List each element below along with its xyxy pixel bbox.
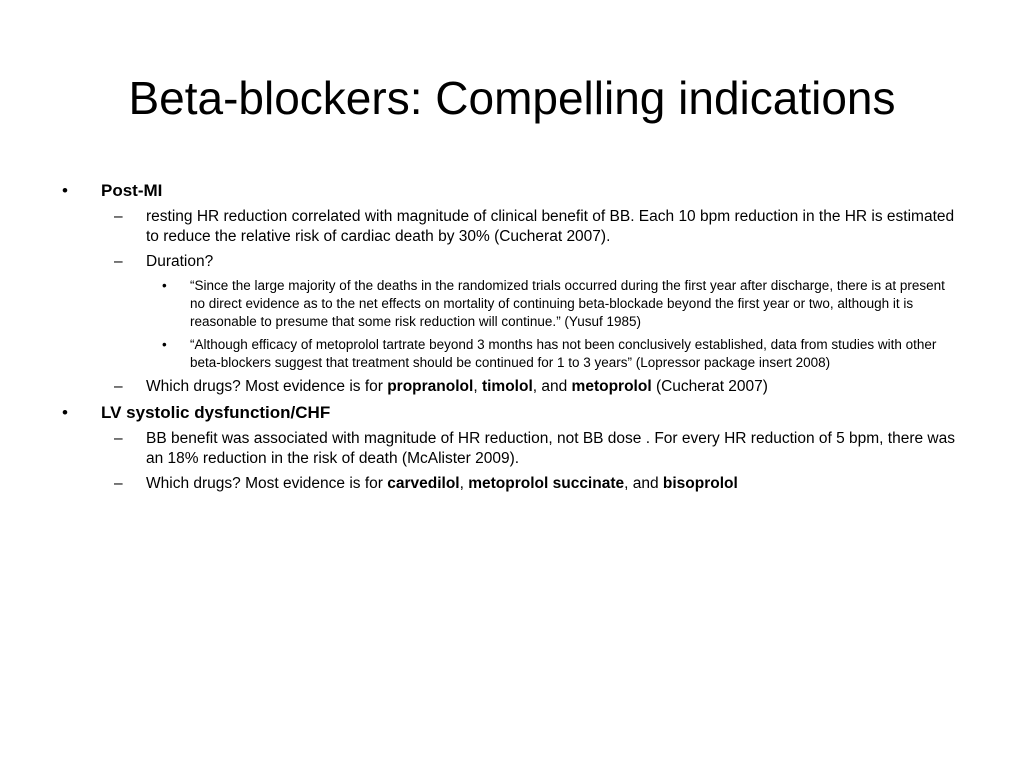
bullet-icon: • <box>62 181 68 200</box>
section-heading-post-mi <box>0 180 1024 202</box>
drug-separator: , and <box>532 378 572 395</box>
list-item-text: resting HR reduction correlated with magnitude of clinical benefit of BB. Each 10 bpm reduction in the HR is estimated to reduce the relative risk of cardiac death by 30% (Cucherat 2007). <box>146 208 955 245</box>
list-item-hr-reduction <box>0 207 956 247</box>
drug-name-metoprolol-succinate: metoprolol succinate <box>468 475 625 492</box>
bullet-icon: • <box>62 403 68 422</box>
dash-icon: – <box>114 475 123 492</box>
drug-name-bisoprolol: bisoprolol <box>662 475 738 492</box>
sub-item-yusuf-quote <box>0 277 960 331</box>
dash-icon: – <box>114 208 123 225</box>
dash-icon: – <box>114 253 123 270</box>
list-item-bb-benefit <box>0 429 956 469</box>
dash-icon: – <box>114 430 123 447</box>
drug-name-carvedilol: carvedilol <box>387 475 460 492</box>
slide-title: Beta-blockers: Compelling indications <box>128 72 896 124</box>
list-item-which-drugs-chf <box>0 474 956 494</box>
slide-body <box>0 180 1024 499</box>
sub-item-text: “Although efficacy of metoprolol tartrate beyond 3 months has not been conclusively established, data from studies with other beta-blockers suggest that treatment should be continued for 1 to 3 years” (Lopressor package insert 2008) <box>190 337 937 370</box>
drug-name-propranolol: propranolol <box>387 378 474 395</box>
drug-separator: , and <box>624 475 663 492</box>
drug-prefix: Which drugs? Most evidence is for <box>146 378 388 395</box>
drug-prefix: Which drugs? Most evidence is for <box>146 475 388 492</box>
dash-icon: – <box>114 378 123 395</box>
list-item-duration <box>0 252 956 272</box>
list-item-which-drugs-post-mi <box>0 377 956 397</box>
sub-item-text: “Since the large majority of the deaths in the randomized trials occurred during the first year after discharge, there is at present no direct evidence as to the net effects on mortality of continuing beta-blockade beyond the first year or two, although it is reasonable to presume that some risk reduction will continue.” (Yusuf 1985) <box>190 278 945 329</box>
list-item-text: BB benefit was associated with magnitude of HR reduction, not BB dose . For every HR reduction of 5 bpm, there was an 18% reduction in the risk of death (McAlister 2009). <box>146 430 955 467</box>
drug-citation: (Cucherat 2007) <box>651 378 768 395</box>
drug-name-timolol: timolol <box>481 378 533 395</box>
drug-separator: , <box>473 378 482 395</box>
section-heading-lv-chf <box>0 402 1024 424</box>
section-heading-label: LV systolic dysfunction/CHF <box>101 403 331 422</box>
sub-item-lopressor-quote <box>0 336 960 372</box>
drug-name-metoprolol: metoprolol <box>571 378 652 395</box>
section-heading-label: Post-MI <box>101 181 163 200</box>
dot-icon: • <box>162 337 167 352</box>
list-item-text: Duration? <box>146 253 214 270</box>
dot-icon: • <box>162 278 167 293</box>
drug-separator: , <box>459 475 469 492</box>
